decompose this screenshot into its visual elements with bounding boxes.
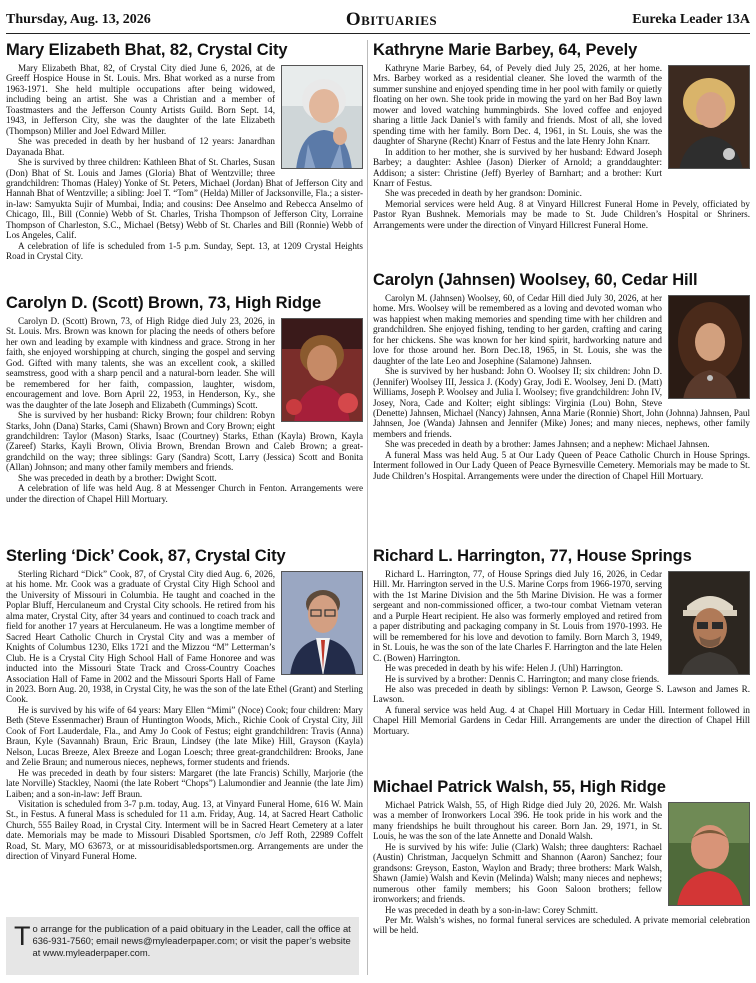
obituary-paragraph: He is survived by his wife of 64 years: Mary Ellen “Mimi” (Noce) Cook; four children: Mary Beth (Steve Essenmacher) Braun of Huntington Woods, Mich., Richie Cook of Crystal City, Jill Cook of Fort Lauderdale, Fla., and Amy Jo Cook of Festus; eight grandchildren: Travis (Anna) Braun, Kyle (Savannah) Braun, Eric Braun, Lindsey (the late Mike) Hill, Grayson (Kayla) Nelson, Lucas Breeze, Alex Breeze and Logan Loesch; three great-grandchildren: Brooks, Jane and Zelie Braun; and numerous nieces, nephews, former students and friends. xyxy=(6,704,363,768)
obituary-heading: Carolyn (Jahnsen) Woolsey, 60, Cedar Hill xyxy=(373,271,698,289)
obituary-info-box xyxy=(6,917,359,975)
obituary-body xyxy=(373,800,750,936)
obituary-cook xyxy=(6,546,363,914)
obituary-paragraph: He was preceded in death by a son-in-law: Corey Schmitt. xyxy=(385,904,598,915)
obituary-paragraph: In addition to her mother, she is survived by her husband: Edward Joseph Barbey; a daughter: Ashlee (Jason) Dierker of Arnold; a granddaughter: Addison; a sister: Christine (Jeff) Byerley of Barnhart; and a brother: Kurt Knarr of Festus. xyxy=(373,146,662,188)
obituary-body xyxy=(373,63,750,230)
obituary-harrington xyxy=(373,546,750,774)
obituary-body xyxy=(373,293,750,481)
obituary-paragraph: She is survived by her husband: Ricky Brown; four children: Robyn Starks, John (Dana) Starks, Cami (Shawn) Brown and Cory Brown; eight grandchildren: Taylor (Mason) Starks, Isaac (Courtney) Starks, Ethan (Kayla) Brown, Kayla (Zareef) Starks, Kayli Brown, Olivia Brown, Brendan Brown and Caleb Brown; a great-grandchild on the way; three siblings: Gary (Sandra) Scott, Larry (Jessica) Scott and Bonita (Allan) Johnson; and many other family members and friends. xyxy=(6,410,363,473)
obituary-paragraph: Per Mr. Walsh’s wishes, no formal funeral services are scheduled. A private memorial celebration will be held. xyxy=(373,914,750,936)
obituary-body xyxy=(6,63,363,262)
obituary-body xyxy=(6,569,363,862)
obituary-paragraph: He was preceded in death by his wife: Helen J. (Uhl) Harrington. xyxy=(385,663,623,674)
obituary-bhat xyxy=(6,40,363,290)
obituary-paragraph: Kathryne Marie Barbey, 64, of Pevely died July 25, 2026, at her home. Mrs. Barbey worked as a residential cleaner. She loved the warmth of the summer sunshine and enjoyed spending time in her pool with family or quietly floating on her own. She took pride in mowing the yard on her Bad Boy lawn mower and loved watching hummingbirds. She loved coffee and enjoyed sharing a little Jack Daniel’s with family and friends. Most of all, she loved spending time with her family. Born Dec. 4, 1961, in St. Louis, she was the daughter of Sharyne (Recht) Knarr of Festus and the late Henry John Knarr. xyxy=(373,63,662,147)
obituary-paragraph: Mary Elizabeth Bhat, 82, of Crystal City died June 6, 2026, at de Greeff Hospice House in St. Louis. Mrs. Bhat worked as a nurse from 1963-1971. She held multiple occupations after being widowed, including being an artist. She was a Christian and a member of Toastmasters and the Jefferson County Artists Guild. Born Sept. 14, 1943, in Jefferson City, she was the daughter of the late Elizabeth (Thompson) Miller and Joel Edward Miller. xyxy=(6,63,275,136)
obituary-brown xyxy=(6,293,363,543)
portrait-photo xyxy=(281,318,363,422)
obituary-paragraph: Visitation is scheduled from 3-7 p.m. today, Aug. 13, at Vinyard Funeral Home, 616 W. Main St., in Festus. A funeral Mass is scheduled for 11 a.m. Friday, Aug. 14, at Sacred Heart Catholic Church, 555 Bailey Road, in Crystal City. Interment will be in Sacred Heart Cemetery at a later date. Memorials may be made to Missouri Disabled Sportsmen, c/o Jeff Roth, 22989 Coffelt Road, St. Mary, MO 63673, or at missouridisabledsportsmen.org. Arrangements are under the direction of Vinyard Funeral Home. xyxy=(6,798,363,862)
obituary-woolsey xyxy=(373,270,750,540)
obituary-walsh xyxy=(373,777,750,977)
portrait-photo xyxy=(668,65,750,169)
obituary-paragraph: Sterling Richard “Dick” Cook, 87, of Crystal City died Aug. 6, 2026, at his home. Mr. Cook was a graduate of Crystal City High School and the University of Missouri in Columbia. He taught and coached in the Poplar Bluff, Herculaneum and Crystal City schools. He retired from his alma mater, Crystal City, after 34 years and continued to coach track and field for another 17 years at Herculaneum. He was a longtime member of Sacred Heart Catholic Church in Crystal City and was a member of Knights of Columbus 1230, Elks 1721 and the Mizzou “M” Letterman’s Club. He is a Crystal City High School Hall of Fame Honoree and was inducted into the Missouri State Track and Cross-Country Coaches Association Hall of Fame in 2002 and the Missouri Sports Hall of Fame in 2023. Born Aug. 20, 1938, in Crystal City, he was the son of the late Ethel (Grant) and Sterling Cook. xyxy=(6,569,363,705)
obituary-paragraph: He is survived by his wife: Julie (Clark) Walsh; three daughters: Rachael (Austin) Christman, Jacquelyn Schmitt and Shannon (Aaron) Sanchez; four grandsons: Greyson, Easton, Waylon and Brady; three brothers: Mark Walsh, Shawn (Jamie) Walsh and Kevin (Melinda) Walsh; many nieces and nephews; numerous other family members; his Goon Saloon brothers; fellow ironworkers; and friends. xyxy=(373,841,662,905)
obituary-body xyxy=(373,569,750,736)
portrait-photo xyxy=(668,295,750,399)
obituary-heading: Kathryne Marie Barbey, 64, Pevely xyxy=(373,41,638,59)
obituary-paragraph: He was preceded in death by four sisters: Margaret (the late Francis) Schilly, Marjorie (the late Norville) Stackley, Naomi (the late Robert “Chops”) Lalumondier and Jeannie (the late Jim) Laiben; and a son-in-law: Jeff Braun. xyxy=(6,767,363,799)
obituary-paragraph: Memorial services were held Aug. 8 at Vinyard Hillcrest Funeral Home in Pevely, officiated by Pastor Ryan Bushnek. Memorials may be made to St. Jude Children’s Hospital or Shriners. Arrangements were under the direction of Vinyard Hillcrest Funeral Home. xyxy=(373,198,750,230)
obituary-paragraph: A celebration of life was held Aug. 8 at Messenger Church in Fenton. Arrangements were under the direction of Chapel Hill Mortuary. xyxy=(6,483,363,504)
obituary-heading: Sterling ‘Dick’ Cook, 87, Crystal City xyxy=(6,547,286,565)
portrait-photo xyxy=(668,802,750,906)
masthead xyxy=(6,6,750,34)
obituary-paragraph: Carolyn M. (Jahnsen) Woolsey, 60, of Cedar Hill died July 30, 2026, at her home. Mrs. Woolsey will be remembered as a loving and devoted woman who was happiest when making memories and spending time with her children and grandchildren. She enjoyed fishing, tending to her garden, crafting and caring for her chickens. She was known for her kind spirit, hardworking nature and love for those around her. Born Dec.18, 1965, in St. Louis, she was the daughter of the late Leo and Josephine (Salamone) Jahnsen. xyxy=(373,293,662,366)
obituary-paragraph: He is survived by a brother: Dennis C. Harrington; and many close friends. xyxy=(385,673,660,684)
obituary-paragraph: She is survived by her husband: John O. Woolsey II; six children: John D. (Jennifer) Woolsey III, Jessica J. (Kody) Gray, Jodi E. Woolsey, Jeni D. (Matt) Williams, Joseph P. Woolsey and Julia I. Woolsey; five grandchildren: John IV, Josey, Nora, Cade and Kolter; eight siblings: Virginia (Lou) Bohn, Steve (Denette) Jahnsen, Michael (Nancy) Jahnsen, Anna Marie (Ronnie) Short, John (Johnna) Jahnsen, Paul Jahnsen, Joe (Wanda) Jahnsen and Jennifer (Mike) Jones; and many nieces, nephews, other family members and friends. xyxy=(373,366,750,439)
drop-cap: T xyxy=(14,921,31,951)
obituary-paragraph: She was preceded in death by her grandson: Dominic. xyxy=(385,188,582,199)
obituary-paragraph: A funeral service was held Aug. 4 at Chapel Hill Mortuary in Cedar Hill. Interment followed in Chapel Hill Memorial Gardens in Cedar Hill. Arrangements are under the direction of Chapel Hill Mortuary. xyxy=(373,704,750,736)
obituary-paragraph: A celebration of life is scheduled from 1-5 p.m. Sunday, Sept. 13, at 1209 Crystal Heights Road in Crystal City. xyxy=(6,240,363,262)
issue-date: Thursday, Aug. 13, 2026 xyxy=(6,11,151,27)
obituary-paragraph: He also was preceded in death by siblings: Vernon P. Lawson, George S. Lawson and James R. Lawson. xyxy=(373,683,750,705)
obituary-heading: Michael Patrick Walsh, 55, High Ridge xyxy=(373,778,666,796)
obituary-paragraph: A funeral Mass was held Aug. 5 at Our Lady Queen of Peace Catholic Church in House Springs. Interment followed in Our Lady Queen of Peace Byrnesville Cemetery. Memorials may be made to St. Jude Children’s Hospital. Arrangements were under the direction of Chapel Hill Mortuary. xyxy=(373,449,750,481)
obituary-body xyxy=(6,316,363,504)
obituary-paragraph: Richard L. Harrington, 77, of House Springs died July 16, 2026, in Cedar Hill. Mr. Harrington served in the U.S. Marine Corps from 1966-1970, serving with the 1st Marine Division and the 5th Marine Division. He was a former sergeant and non-commissioned officer, a two-tour combat Vietnam veteran and a Purple Heart recipient. He also was formerly employed and retired from a paper distributing and packaging company in St. Louis from 1970-1993. He will be remembered for his love and devotion to family. Born March 3, 1949, in St. Louis, he was the son of the late Charles F. Harrington and the late Helen C. (Bowen) Harrington. xyxy=(373,569,662,663)
obituary-info-text: o arrange for the publication of a paid obituary in the Leader, call the office at 636-931-7560; email news@myleaderpaper.com; or visit the paper’s website at www.myleaderpaper.com. xyxy=(32,923,351,958)
obituary-heading: Mary Elizabeth Bhat, 82, Crystal City xyxy=(6,41,288,59)
obituary-paragraph: She is survived by three children: Kathleen Bhat of St. Charles, Susan (Don) Bhat of St. Louis and James (Gloria) Bhat of Wentzville; three grandchildren: Thomas (Haley) Yonke of St. Peters, Michael (Jordan) Bhat of Jefferson City and Hannah Bhat of Wentzville; a sibling: Joel T. “Tom” (Helda) Miller of Jacksonville, Fla.; a sister-in-law: Samyukta Sujir of Mumbai, India; and cousins: Dee Anselmo and Rebecca Anselmo of Chicago, Ill., Bill (Connie) Webb of St. Charles, Trisha Thompson of Jefferson City, Lorraine Thompson of Charleston, S.C., Michael (Betsy) Webb of St. Charles and Bill (Ronnie) Webb of Los Angeles, Calif. xyxy=(6,157,363,241)
obituary-heading: Carolyn D. (Scott) Brown, 73, High Ridge xyxy=(6,294,322,312)
obituary-heading: Richard L. Harrington, 77, House Springs xyxy=(373,547,692,565)
portrait-photo xyxy=(281,65,363,169)
obituary-paragraph: Carolyn D. (Scott) Brown, 73, of High Ridge died July 23, 2026, in St. Louis. Mrs. Brown was known for placing the needs of others before her own and leading by example with kindness and grace. Strong in her faith, she enjoyed worshipping at church, singing the gospel and serving God. Gifted with many talents, she was an excellent cook, a skilled seamstress, good with a sharp pencil and a natural-born leader. She will be remembered for her faith, compassion, laughter, wisdom, encouragement and love. Born April 22, 1953, in Henderson, Ky., she was the daughter of the late Joseph and Elizabeth (Cummings) Scott. xyxy=(6,316,275,410)
obituary-paragraph: Michael Patrick Walsh, 55, of High Ridge died July 20, 2026. Mr. Walsh was a member of Ironworkers Local 396. He took pride in his work and the many friendships he built throughout his career. Born Jan. 29, 1971, in St. Louis, he was the son of the late Annette and Donald Walsh. xyxy=(373,800,662,842)
portrait-photo xyxy=(281,571,363,675)
paper-page-label: Eureka Leader 13A xyxy=(632,11,750,27)
obituary-paragraph: She was preceded in death by her husband of 12 years: Janardhan Dayanada Bhat. xyxy=(6,136,275,157)
section-title: Obituaries xyxy=(345,8,438,30)
obituary-barbey xyxy=(373,40,750,264)
obituary-paragraph: She was preceded in death by a brother: James Jahnsen; and a nephew: Michael Jahnsen. xyxy=(385,439,710,450)
portrait-photo xyxy=(668,571,750,675)
obituary-paragraph: She was preceded in death by a brother: Dwight Scott. xyxy=(18,472,217,483)
column-divider xyxy=(367,40,368,975)
